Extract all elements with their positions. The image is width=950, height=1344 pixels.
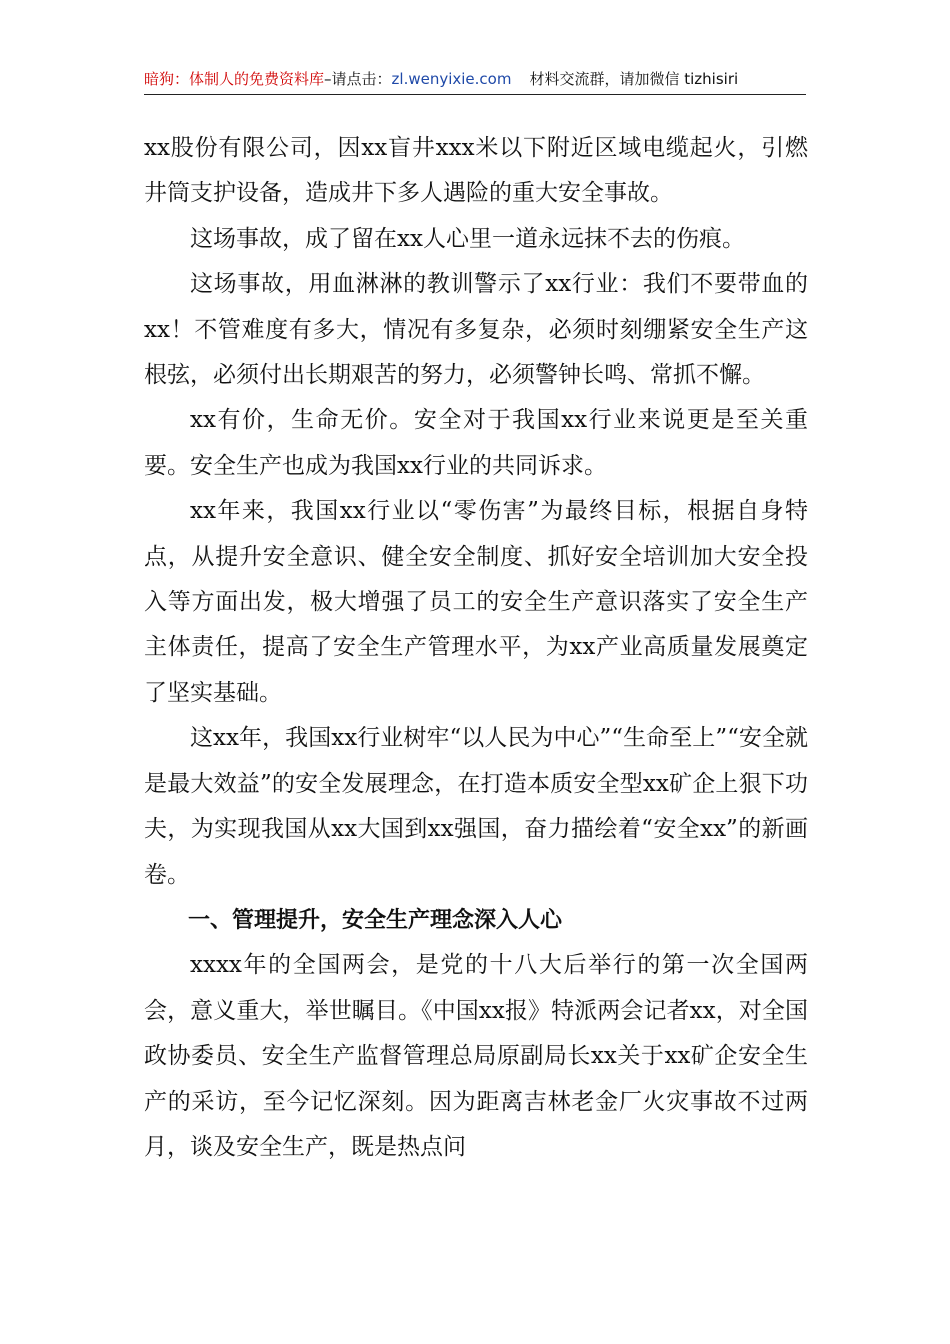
page-header — [144, 66, 806, 95]
body-paragraph: 这场事故，成了留在xx人心里一道永远抹不去的伤痕。 — [190, 225, 745, 252]
header-promo-text: 暗狗：体制人的免费资料库 — [144, 70, 325, 88]
body-paragraph: 这xx年，我国xx行业树牢“以人民为中心”“生命至上”“安全就是最大效益”的安全发展理念，在打造本质安全型xx矿企上狠下功夫，为实现我国从xx大国到xx强国，奋力描绘着“安全xx”的新画卷。 — [144, 725, 808, 888]
header-click-prompt: –请点击： — [324, 70, 392, 88]
body-paragraph: xx有价，生命无价。安全对于我国xx行业来说更是至关重要。安全生产也成为我国xx行业的共同诉求。 — [144, 407, 808, 479]
body-paragraph: xx年来，我国xx行业以“零伤害”为最终目标，根据自身特点，从提升安全意识、健全安全制度、抓好安全培训加大安全投入等方面出发，极大增强了员工的安全生产意识落实了安全生产主体责任，提高了安全生产管理水平，为xx产业高质量发展奠定了坚实基础。 — [144, 498, 808, 706]
body-paragraph: xx股份有限公司，因xx盲井xxx米以下附近区域电缆起火，引燃井筒支护设备，造成井下多人遇险的重大安全事故。 — [144, 135, 808, 207]
header-site-link[interactable]: zl.wenyixie.com — [391, 70, 512, 88]
section-heading: 一、管理提升，安全生产理念深入人心 — [188, 907, 563, 933]
section-paragraph: xxxx年的全国两会，是党的十八大后举行的第一次全国两会，意义重大，举世瞩目。《中国xx报》特派两会记者xx，对全国政协委员、安全生产监督管理总局原副局长xx关于xx矿企安全生产的采访，至今记忆深刻。因为距离吉林老金厂火灾事故不过两月，谈及安全生产，既是热点问 — [144, 952, 808, 1160]
body-paragraph: 这场事故，用血淋淋的教训警示了xx行业：我们不要带血的xx！不管难度有多大，情况有多复杂，必须时刻绷紧安全生产这根弦，必须付出长期艰苦的努力，必须警钟长鸣、常抓不懈。 — [144, 271, 808, 389]
header-contact-text: 材料交流群，请加微信 tizhisiri — [529, 70, 739, 88]
document-body — [144, 126, 808, 1170]
